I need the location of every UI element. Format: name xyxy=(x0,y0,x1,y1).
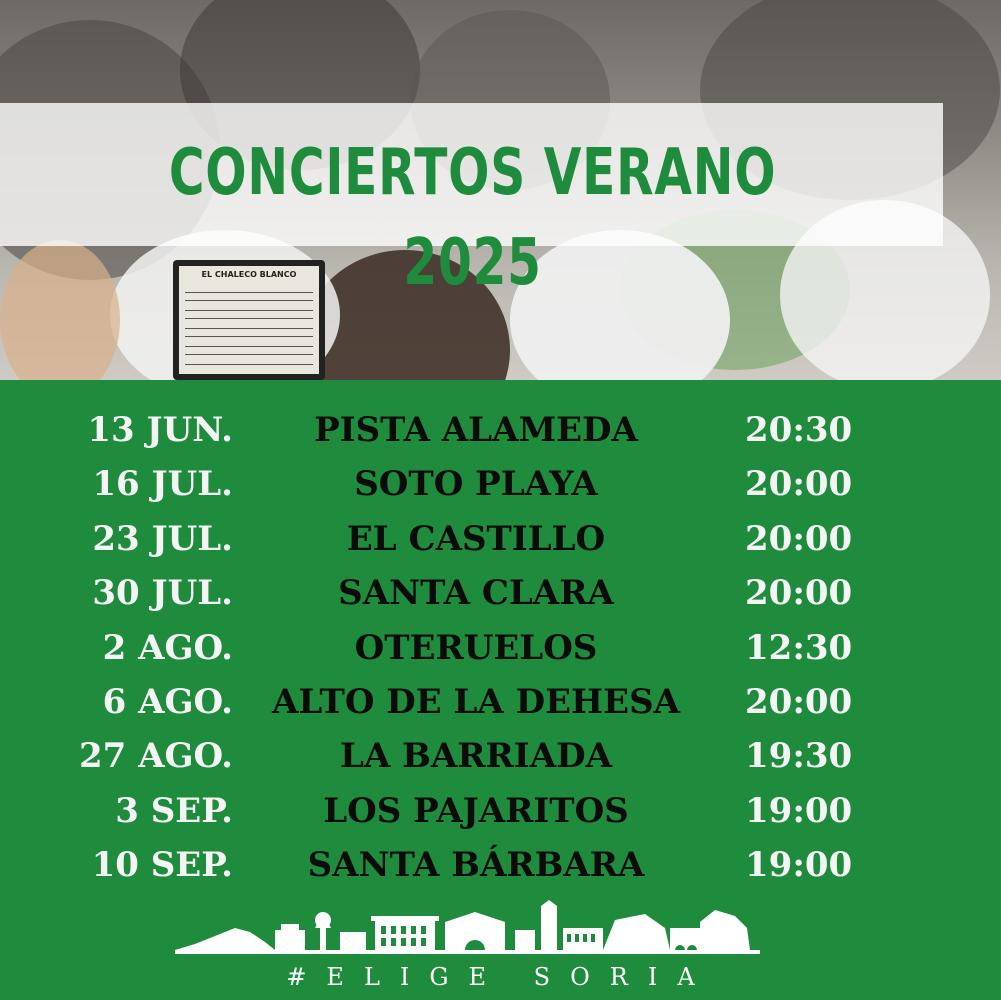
concert-time: 20:30 xyxy=(745,410,853,450)
concert-time: 20:00 xyxy=(745,681,853,722)
concert-date: 3 SEP. xyxy=(115,790,233,831)
concert-date: 13 JUN. xyxy=(87,410,233,450)
schedule-row xyxy=(0,566,1001,620)
schedule-row xyxy=(0,621,1001,675)
concert-date: 16 JUL. xyxy=(92,464,233,505)
schedule-row xyxy=(0,403,1001,457)
hashtag-text: #ELIGE SORIA xyxy=(286,963,715,991)
concert-time: 19:00 xyxy=(745,845,853,886)
concert-date: 10 SEP. xyxy=(91,845,233,886)
concert-date: 23 JUL. xyxy=(92,518,233,559)
concert-time: 19:30 xyxy=(745,736,853,777)
concert-time: 19:00 xyxy=(745,790,853,831)
concert-time: 12:30 xyxy=(745,627,853,668)
concert-venue: LOS PAJARITOS xyxy=(323,790,629,831)
concert-time: 20:00 xyxy=(745,464,853,505)
schedule-row xyxy=(0,512,1001,566)
concert-date: 6 AGO. xyxy=(102,681,233,722)
concert-time: 20:00 xyxy=(745,573,853,614)
concert-venue: PISTA ALAMEDA xyxy=(314,410,638,450)
concert-date: 27 AGO. xyxy=(78,736,233,777)
concert-date: 30 JUL. xyxy=(92,573,233,614)
sheet-music-title: EL CHALECO BLANCO xyxy=(201,270,297,279)
concert-venue: OTERUELOS xyxy=(354,627,598,668)
soria-skyline-logo-icon xyxy=(175,898,760,954)
schedule-row xyxy=(0,457,1001,511)
concert-venue: LA BARRIADA xyxy=(340,736,612,777)
schedule-row xyxy=(0,838,1001,892)
concert-venue: SOTO PLAYA xyxy=(354,464,598,505)
concert-schedule xyxy=(0,403,1001,893)
schedule-row xyxy=(0,729,1001,783)
poster-title: CONCIERTOS VERANO 2025 xyxy=(168,136,777,300)
concert-venue: SANTA BÁRBARA xyxy=(307,845,645,886)
concert-venue: ALTO DE LA DEHESA xyxy=(272,681,680,722)
schedule-row xyxy=(0,784,1001,838)
concert-venue: EL CASTILLO xyxy=(346,518,606,559)
concert-venue: SANTA CLARA xyxy=(338,573,614,614)
schedule-row xyxy=(0,675,1001,729)
concert-time: 20:00 xyxy=(745,518,853,559)
concert-date: 2 AGO. xyxy=(102,627,233,668)
band-photo xyxy=(0,0,1001,380)
